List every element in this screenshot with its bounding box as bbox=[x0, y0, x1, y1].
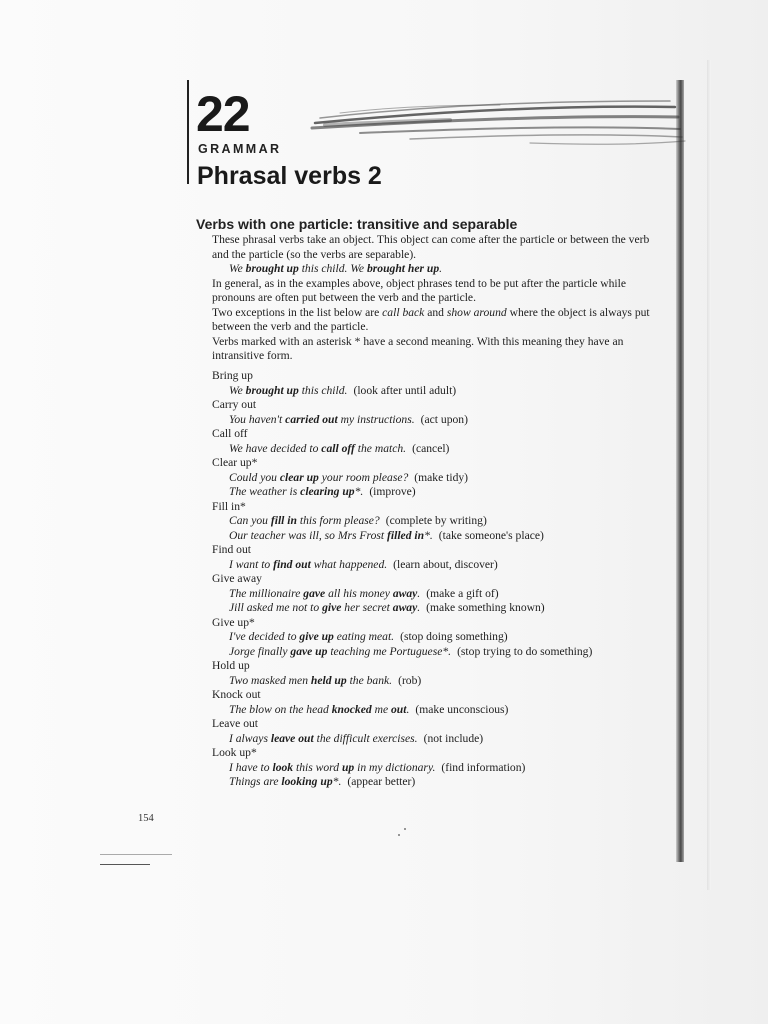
example-text: Jill asked me not to bbox=[229, 601, 323, 614]
verb-example bbox=[212, 384, 672, 399]
verb-headword: Clear up* bbox=[212, 456, 258, 469]
margin-mark bbox=[100, 854, 172, 855]
example-verb: brought her up bbox=[366, 262, 440, 275]
example-text: Two masked men bbox=[229, 673, 311, 687]
example-verb: give bbox=[322, 601, 342, 614]
example-text: Can you bbox=[229, 514, 271, 527]
meaning-gloss: (rob) bbox=[398, 673, 422, 687]
example-text: this child. bbox=[298, 383, 348, 397]
paper-speck bbox=[404, 828, 406, 830]
verb-example bbox=[212, 703, 672, 718]
example-text: *. bbox=[332, 775, 342, 788]
example-text: what happened. bbox=[310, 557, 388, 571]
meaning-gloss: (improve) bbox=[369, 485, 416, 498]
example-sentence bbox=[229, 514, 380, 527]
example-text: . bbox=[406, 702, 410, 716]
section-label: GRAMMAR bbox=[198, 142, 282, 156]
example-verb: brought up bbox=[245, 262, 299, 275]
verb-example bbox=[212, 587, 672, 602]
example-sentence bbox=[229, 413, 415, 426]
meaning-gloss: (make a gift of) bbox=[426, 586, 499, 600]
example-verb: clearing up bbox=[300, 485, 355, 498]
example-sentence bbox=[229, 529, 433, 542]
verb-example bbox=[212, 471, 672, 486]
example-text: eating meat. bbox=[333, 630, 395, 643]
page-number: 154 bbox=[138, 813, 154, 824]
example-verb: away bbox=[392, 601, 418, 614]
meaning-gloss: (make unconscious) bbox=[415, 702, 509, 716]
verb-headword: Knock out bbox=[212, 688, 261, 701]
verb-headword: Leave out bbox=[212, 717, 259, 730]
example-text: Could you bbox=[229, 470, 280, 484]
example-verb: up bbox=[341, 760, 355, 774]
example-verb: leave out bbox=[270, 731, 314, 745]
example-text: You haven't bbox=[229, 412, 286, 426]
margin-mark bbox=[100, 864, 150, 865]
example-text: Our teacher was ill, so Mrs Frost bbox=[229, 528, 388, 542]
example-sentence bbox=[229, 761, 435, 774]
verb-headword: Give up* bbox=[212, 615, 255, 629]
example-text: me bbox=[371, 702, 391, 716]
meaning-gloss: (complete by writing) bbox=[385, 514, 487, 527]
example-verb: looking up bbox=[281, 775, 333, 788]
example-text: Things are bbox=[229, 775, 282, 788]
example-text: We bbox=[229, 262, 246, 275]
intro-paragraph bbox=[212, 306, 658, 335]
verb-headword: Find out bbox=[212, 543, 251, 556]
verb-example bbox=[212, 775, 672, 790]
section-subheading: Verbs with one particle: transitive and separable bbox=[196, 216, 518, 232]
meaning-gloss: (cancel) bbox=[412, 441, 450, 455]
example-verb: knocked bbox=[331, 702, 372, 716]
example-text: in my dictionary. bbox=[354, 760, 436, 774]
verb-example bbox=[212, 485, 672, 500]
verb-example bbox=[212, 558, 672, 573]
example-text: *. bbox=[424, 528, 433, 542]
example-verb: brought up bbox=[245, 383, 299, 397]
verb-example bbox=[212, 413, 672, 428]
verb-example bbox=[212, 601, 672, 616]
meaning-gloss: (look after until adult) bbox=[353, 383, 457, 397]
example-text: Jorge finally bbox=[229, 644, 291, 658]
verb-headword: Give away bbox=[212, 572, 262, 585]
example-verb: gave up bbox=[290, 644, 328, 658]
meaning-gloss: (stop doing something) bbox=[400, 630, 508, 643]
example-text: the bank. bbox=[346, 673, 393, 687]
example-verb: fill in bbox=[270, 514, 297, 527]
example-text: The blow on the head bbox=[229, 702, 332, 716]
example-verb: give up bbox=[299, 630, 334, 643]
example-text: The weather is bbox=[229, 485, 301, 498]
example-sentence bbox=[229, 645, 451, 658]
example-text: this form please? bbox=[296, 514, 380, 527]
intro-paragraph: In general, as in the examples above, object phrases tend to be put after the particle while pronouns are often put between the verb and the particle. bbox=[212, 276, 626, 304]
verb-example bbox=[212, 514, 672, 529]
example-verb: out bbox=[391, 702, 407, 716]
example-sentence bbox=[229, 558, 387, 571]
example-verb: call off bbox=[321, 441, 355, 455]
intro-text bbox=[212, 233, 658, 364]
verb-example bbox=[212, 674, 672, 689]
example-verb: find out bbox=[273, 557, 311, 571]
verb-example bbox=[212, 529, 672, 544]
example-sentence bbox=[229, 775, 341, 788]
verb-example bbox=[212, 630, 672, 645]
chapter-rule bbox=[187, 80, 189, 184]
verb-example bbox=[212, 645, 672, 660]
example-sentence bbox=[229, 674, 392, 687]
example-text: this word bbox=[293, 760, 342, 774]
decorative-swoosh-graphic bbox=[300, 95, 690, 165]
example-text: I've decided to bbox=[229, 630, 300, 643]
example-text: I always bbox=[229, 731, 271, 745]
book-spine-shadow bbox=[676, 80, 684, 862]
example-sentence bbox=[229, 732, 418, 745]
phrasal-verb-list bbox=[212, 369, 672, 790]
page-edge-shadow bbox=[707, 60, 711, 890]
chapter-number: 22 bbox=[196, 86, 250, 142]
example-text: the difficult exercises. bbox=[313, 731, 418, 745]
paragraph-term: call back bbox=[382, 305, 425, 319]
meaning-gloss: (make something known) bbox=[426, 601, 545, 614]
example-text: my instructions. bbox=[337, 412, 415, 426]
example-sentence bbox=[229, 630, 394, 643]
example-verb: filled in bbox=[387, 528, 425, 542]
example-text: . bbox=[417, 586, 421, 600]
example-verb: look bbox=[272, 760, 294, 774]
verb-example bbox=[212, 761, 672, 776]
paper-speck bbox=[398, 834, 400, 836]
meaning-gloss: (act upon) bbox=[420, 412, 468, 426]
meaning-gloss: (appear better) bbox=[347, 775, 416, 788]
page-title: Phrasal verbs 2 bbox=[197, 162, 382, 190]
example-text: her secret bbox=[341, 601, 393, 614]
verb-example bbox=[212, 732, 672, 747]
example-text: teaching me Portuguese*. bbox=[327, 644, 452, 658]
verb-headword: Fill in* bbox=[212, 499, 246, 513]
meaning-gloss: (make tidy) bbox=[414, 470, 469, 484]
example-verb: gave bbox=[303, 586, 326, 600]
example-text: this child. We bbox=[298, 262, 367, 275]
paragraph-text: and bbox=[424, 305, 447, 319]
example-verb: away bbox=[392, 586, 418, 600]
paragraph-text: Two exceptions in the list below are bbox=[212, 305, 383, 319]
example-sentence bbox=[229, 384, 347, 397]
meaning-gloss: (learn about, discover) bbox=[393, 557, 498, 571]
meaning-gloss: (find information) bbox=[441, 760, 526, 774]
example-sentence bbox=[229, 471, 408, 484]
example-text: I have to bbox=[229, 760, 273, 774]
example-text: . bbox=[417, 601, 421, 614]
example-text: all his money bbox=[325, 586, 393, 600]
meaning-gloss: (take someone's place) bbox=[438, 528, 544, 542]
example-text: The millionaire bbox=[229, 586, 304, 600]
verb-headword: Hold up bbox=[212, 659, 250, 672]
example-sentence bbox=[229, 601, 420, 614]
example-verb: carried out bbox=[285, 412, 338, 426]
meaning-gloss: (not include) bbox=[423, 731, 484, 745]
example-text: . bbox=[439, 262, 443, 275]
intro-paragraph: These phrasal verbs take an object. This object can come after the particle or between the verb and the particle (so the verbs are separable). bbox=[212, 233, 650, 261]
example-text: We bbox=[229, 383, 246, 397]
paragraph-text: where the object is always put between the verb and the particle. bbox=[212, 305, 650, 333]
example-sentence bbox=[229, 485, 363, 498]
verb-headword: Carry out bbox=[212, 398, 257, 411]
example-sentence bbox=[229, 442, 406, 455]
example-text: your room please? bbox=[318, 470, 409, 484]
verb-headword: Look up* bbox=[212, 746, 257, 759]
verb-example bbox=[212, 442, 672, 457]
example-verb: clear up bbox=[279, 470, 319, 484]
verb-headword: Bring up bbox=[212, 369, 253, 382]
example-verb: held up bbox=[310, 673, 347, 687]
intro-example bbox=[212, 262, 658, 277]
example-text: We have decided to bbox=[229, 441, 322, 455]
verb-headword: Call off bbox=[212, 427, 248, 440]
example-text: the match. bbox=[354, 441, 407, 455]
example-sentence bbox=[229, 703, 409, 716]
paragraph-term: show around bbox=[446, 305, 507, 319]
intro-paragraph: Verbs marked with an asterisk * have a second meaning. With this meaning they have an intransitive form. bbox=[212, 334, 624, 362]
example-sentence bbox=[229, 587, 420, 600]
meaning-gloss: (stop trying to do something) bbox=[457, 644, 593, 658]
example-text: I want to bbox=[229, 557, 274, 571]
example-text: *. bbox=[354, 485, 364, 498]
